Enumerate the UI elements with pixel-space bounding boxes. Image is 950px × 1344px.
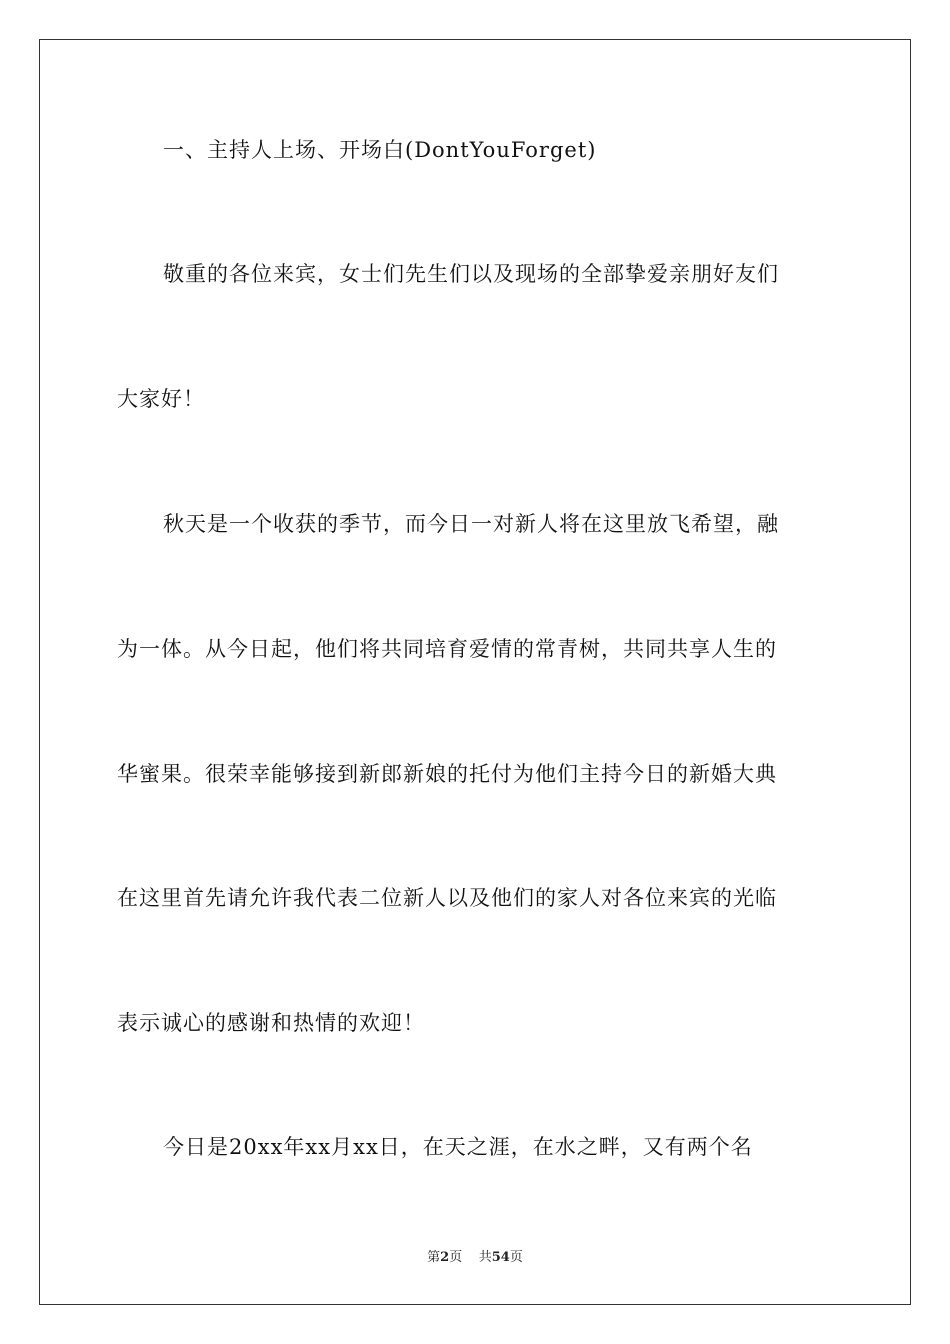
- page-border: [39, 39, 911, 1305]
- section-heading: 一、主持人上场、开场白(DontYouForget): [163, 138, 597, 162]
- page-footer: [0, 1249, 950, 1267]
- total-pages: 54: [491, 1250, 510, 1265]
- paragraph-line: 敬重的各位来宾，女士们先生们以及现场的全部挚爱亲朋好友们: [163, 262, 779, 286]
- paragraph-line: 今日是20xx年xx月xx日，在天之涯，在水之畔，又有两个名: [163, 1135, 753, 1159]
- page-number: 2: [440, 1250, 450, 1265]
- paragraph-line: 表示诚心的感谢和热情的欢迎！: [117, 1011, 425, 1035]
- paragraph-line: 秋天是一个收获的季节，而今日一对新人将在这里放飞希望，融: [163, 512, 779, 536]
- total-suffix: 页: [509, 1250, 523, 1265]
- page-suffix: 页: [449, 1250, 463, 1265]
- paragraph-line: 大家好！: [117, 387, 205, 411]
- paragraph-line: 华蜜果。很荣幸能够接到新郎新娘的托付为他们主持今日的新婚大典: [117, 762, 777, 786]
- paragraph-line: 为一体。从今日起，他们将共同培育爱情的常青树，共同共享人生的: [117, 637, 777, 661]
- page-prefix: 第: [427, 1250, 441, 1265]
- total-prefix: 共: [478, 1250, 492, 1265]
- paragraph-line: 在这里首先请允许我代表二位新人以及他们的家人对各位来宾的光临: [117, 886, 777, 910]
